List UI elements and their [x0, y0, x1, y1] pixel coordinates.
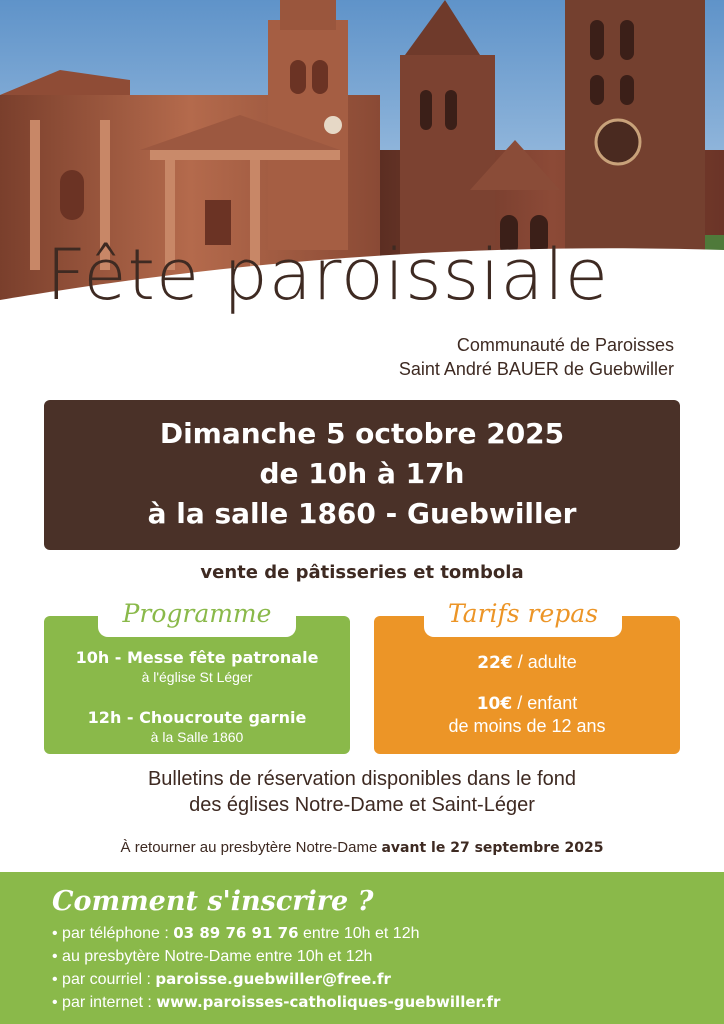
programme-item-sub: à l'église St Léger: [141, 669, 253, 685]
return-text: À retourner au presbytère Notre-Dame: [120, 839, 382, 856]
event-date-box: [44, 400, 680, 550]
adult-label: / adulte: [512, 652, 577, 672]
child-label: / enfant: [512, 693, 578, 713]
tarif-adult: [374, 651, 680, 675]
subtitle-line-1: Communauté de Paroisses: [456, 335, 674, 355]
programme-item: [44, 708, 350, 746]
mail-prefix: • par courriel :: [52, 971, 156, 988]
inscription-phone: [52, 922, 500, 945]
programme-item: [44, 648, 350, 686]
sale-info: vente de pâtisseries et tombola: [200, 562, 524, 583]
inscription-presbytere: • au presbytère Notre-Dame entre 10h et 12h: [52, 948, 373, 965]
web-link[interactable]: www.paroisses-catholiques-guebwiller.fr: [156, 993, 501, 1011]
web-prefix: • par internet :: [52, 994, 157, 1011]
inscription-mail: [52, 968, 500, 991]
programme-item-main: 10h - Messe fête patronale: [75, 648, 319, 667]
inscription-web: [52, 991, 500, 1014]
programme-item-sub: à la Salle 1860: [150, 729, 244, 745]
programme-item-main: 12h - Choucroute garnie: [87, 708, 307, 727]
subtitle-line-2: Saint André BAUER de Guebwiller: [398, 359, 674, 379]
adult-price: 22€: [477, 653, 513, 673]
parish-community: [399, 333, 674, 381]
programme-heading: Programme: [98, 597, 296, 637]
tarifs-heading: Tarifs repas: [424, 597, 622, 637]
child-price: 10€: [476, 694, 513, 714]
reservation-info: [0, 766, 724, 818]
mail-link[interactable]: paroisse.guebwiller@free.fr: [155, 970, 391, 988]
event-place: à la salle 1860 - Guebwiller: [147, 497, 577, 530]
phone-number[interactable]: 03 89 76 91 76: [173, 924, 299, 942]
reservation-line-2: des églises Notre-Dame et Saint-Léger: [189, 794, 535, 816]
inscription-footer: [0, 872, 724, 1024]
return-info: [0, 839, 724, 856]
page-title: Fête paroissiale: [46, 234, 609, 316]
phone-prefix: • par téléphone :: [52, 925, 174, 942]
event-date: Dimanche 5 octobre 2025: [159, 417, 565, 450]
tarif-child-note: de moins de 12 ans: [448, 716, 606, 736]
inscription-list: [52, 922, 500, 1014]
inscription-heading: Comment s'inscrire ?: [52, 886, 374, 917]
phone-suffix: entre 10h et 12h: [298, 925, 420, 942]
reservation-line-1: Bulletins de réservation disponibles dans le fond: [147, 768, 577, 790]
event-hours: de 10h à 17h: [259, 457, 465, 490]
return-deadline: avant le 27 septembre 2025: [381, 840, 604, 856]
tarif-child: [374, 692, 680, 716]
